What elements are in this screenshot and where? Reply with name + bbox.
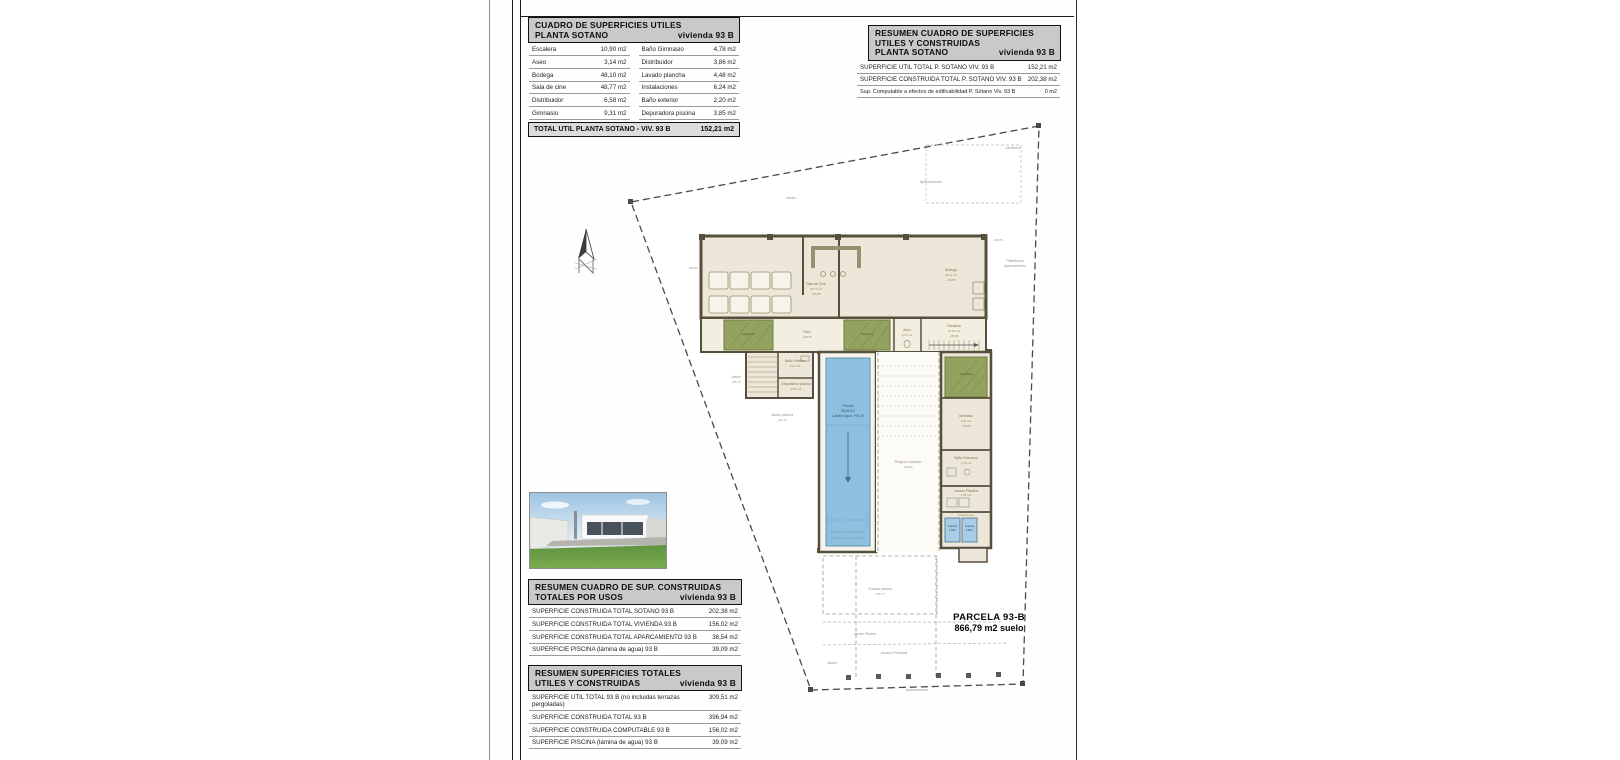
site-level-jardin-left: +95,75 — [731, 380, 741, 384]
table-unit-ref: vivienda 93 B — [679, 591, 736, 602]
table-subtitle: TOTALES POR USOS — [535, 591, 624, 602]
row-label: Instalaciones — [641, 84, 678, 92]
row-value: 4,48 m2 — [713, 71, 736, 79]
site-label-plataforma-2: Aparcamiento — [1003, 264, 1027, 268]
tank2-size: 2.000 l — [966, 530, 973, 532]
row-value: 2,20 m2 — [713, 97, 736, 105]
table-totales-header — [528, 665, 742, 691]
table-row — [529, 56, 630, 69]
row-value: 3,85 m2 — [713, 109, 736, 117]
villa-photo-render — [530, 493, 666, 568]
tank2-label: Depósito — [964, 526, 975, 528]
room-label-pergola: Pérgola corredor — [894, 460, 922, 464]
row-label: SUPERFICIE PISCINA (lámina de agua) 93 B — [532, 646, 658, 654]
row-label: Baño exterior — [641, 97, 679, 105]
row-label: Escalera — [532, 45, 557, 53]
room-label-escalera: Escalera — [947, 324, 961, 328]
room-area-aseo: 3,14 m2 — [901, 333, 913, 337]
room-label-bano-gimnasio: Baño Gimnasio — [954, 456, 978, 460]
room-label-jardinera-left: Jardinera — [741, 332, 755, 336]
site-label-plataforma-1: Plataforma — [1006, 259, 1024, 263]
table-totales — [528, 665, 742, 749]
site-label-jardin-bottom: Jardín — [827, 661, 837, 665]
room-level-bodega: +95,85 — [946, 278, 956, 282]
table-row — [639, 107, 740, 120]
table-title: RESUMEN CUADRO DE SUPERFICIES — [875, 28, 1034, 38]
row-label: Sala de cine — [532, 84, 567, 92]
room-label-depuradora: Depuradora piscina — [781, 382, 811, 386]
table-resumen-sotano — [856, 25, 1061, 98]
table-subtitle: UTILES Y CONSTRUIDAS — [535, 677, 641, 688]
room-label-aseo: Aseo — [903, 328, 911, 332]
table-unit-ref: vivienda 93 B — [679, 677, 736, 688]
row-value: 48,77 m2 — [600, 84, 627, 92]
site-label-jardinera-top: Jardinera — [1005, 146, 1021, 150]
site-label-acceso: Acceso Principal — [880, 651, 908, 655]
table-row — [639, 69, 740, 82]
row-value: 156,02 m2 — [708, 726, 738, 734]
table-superficies-utiles — [528, 17, 740, 137]
site-label-terraza-piscina: Terraza piscina — [867, 587, 893, 591]
row-value: 152,21 m2 — [1027, 63, 1057, 71]
row-label: SUPERFICIE CONSTRUIDA COMPUTABLE 93 B — [532, 726, 670, 734]
table-row — [639, 94, 740, 107]
table-row — [639, 56, 740, 69]
room-area-escalera: 10,90 m2 — [947, 329, 961, 333]
table-superficies-utiles-header — [528, 17, 740, 43]
row-value: 396,94 m2 — [708, 713, 738, 721]
table-unit-ref: vivienda 93 B — [998, 47, 1055, 58]
table-row — [857, 86, 1060, 98]
table-title: RESUMEN CUADRO DE SUP. CONSTRUIDAS — [535, 582, 722, 592]
site-level-1: +95,85 — [688, 266, 698, 270]
parcel-title: PARCELA 93-B — [953, 612, 1025, 623]
parcel-label — [930, 612, 1048, 634]
room-label-patio: Patio — [803, 330, 811, 334]
table-subtitle: PLANTA SOTANO — [535, 29, 609, 40]
row-label: SUPERFICIE UTIL TOTAL 93 B (no incluidas terrazas pergoladas) — [532, 693, 680, 708]
room-area-bano-gimnasio: 4,78 m2 — [960, 461, 972, 465]
tank1-label: Depósito — [947, 526, 958, 528]
site-label-jardin-piscina-2: Jardín Piscina — [853, 632, 877, 636]
room-label-bodega: Bodega — [945, 268, 957, 272]
room-label-instalaciones: Instalaciones — [957, 513, 975, 517]
row-value: 0 m2 — [1044, 89, 1057, 96]
table-row — [529, 43, 630, 56]
room-area-depuradora: 3,85 m2 — [790, 387, 802, 391]
room-level-escalera: +95,85 — [949, 334, 959, 338]
room-level-pergola: +95,85 — [903, 465, 913, 469]
row-value: 9,31 m2 — [604, 109, 627, 117]
table-construidas-usos-header — [528, 579, 742, 605]
room-area-lavado: 4,48 m2 — [960, 493, 972, 497]
table-row — [529, 724, 741, 737]
room-level-gimnasio: +95,85 — [961, 424, 971, 428]
row-label: SUPERFICIE UTIL TOTAL P. SOTANO VIV. 93 B — [860, 63, 995, 71]
tank1-size: 1.000 l — [949, 530, 956, 532]
row-label: Depuradora piscina — [641, 109, 696, 117]
room-label-jardinera-mid: Jardinera — [860, 332, 874, 336]
row-value: 6,58 m2 — [604, 97, 627, 105]
row-label: SUPERFICIE PISCINA (lámina de agua) 93 B — [532, 739, 658, 747]
room-level-piscina: Lámina Agua: +96,75 — [832, 414, 864, 418]
parcel-area: 866,79 m2 suelo — [954, 623, 1024, 633]
row-value: 202,38 m2 — [1027, 76, 1057, 84]
utiles-right-column — [639, 43, 740, 120]
room-area-bano-exterior: 2,20 m2 — [789, 364, 801, 368]
room-label-jardinera-right: Jardinera — [959, 372, 973, 376]
table-row — [529, 69, 630, 82]
row-value: 39,09 m2 — [712, 739, 738, 747]
row-label: SUPERFICIE CONSTRUIDA TOTAL VIVIENDA 93 B — [532, 620, 677, 628]
row-label: Distribuidor — [641, 58, 673, 66]
pergola-corridor — [876, 352, 941, 552]
room-level-patio: +95,75 — [802, 335, 812, 339]
row-label: Lavado plancha — [641, 71, 686, 79]
row-label: Aseo — [532, 58, 547, 66]
table-row — [639, 82, 740, 95]
site-label-aparcamiento-bottom: Aparcamiento — [905, 688, 929, 692]
room-label-sala-cine: Sala de Cine — [806, 282, 826, 286]
table-row — [529, 618, 741, 631]
villa-photo — [529, 492, 667, 569]
table-subtitle: PLANTA SOTANO — [875, 47, 949, 58]
table-row — [529, 691, 741, 711]
row-label: SUPERFICIE CONSTRUIDA TOTAL P. SOTANO VIV. 93 B — [860, 76, 1022, 84]
table-title: CUADRO DE SUPERFICIES UTILES — [535, 20, 682, 30]
table-row — [529, 94, 630, 107]
north-arrow-icon — [575, 229, 597, 273]
row-label: SUPERFICIE CONSTRUIDA TOTAL APARCAMIENTO 93 B — [532, 633, 697, 641]
room-area-bodega: 48,10 m2 — [944, 273, 958, 277]
row-label: Bodega — [532, 71, 554, 79]
row-value: 202,38 m2 — [708, 607, 738, 615]
table-resumen-sotano-header — [868, 25, 1061, 61]
table-unit-ref: vivienda 93 B — [677, 29, 734, 40]
table-row — [529, 737, 741, 750]
room-area-sala-cine: 48,77 m2 — [809, 287, 823, 291]
room-label-piscina: Piscina — [842, 404, 854, 408]
site-level-jardin-piscina: +95,75 — [777, 418, 787, 422]
row-label: Gimnasio — [532, 109, 559, 117]
row-value: 39,09 m2 — [712, 646, 738, 654]
table-row — [857, 61, 1060, 74]
room-area-piscina: 39,09 m2 — [841, 409, 855, 413]
room-label-bano-exterior: Baño Exterior — [784, 359, 806, 363]
row-label: SUPERFICIE CONSTRUIDA TOTAL 93 B — [532, 713, 647, 721]
row-value: 48,10 m2 — [600, 71, 627, 79]
row-value: 38,54 m2 — [712, 633, 738, 641]
table-row — [529, 82, 630, 95]
room-area-gimnasio: 9,31 m2 — [960, 419, 972, 423]
jardinera-right — [945, 357, 987, 397]
table-row — [529, 711, 741, 724]
total-value: 152,21 m2 — [700, 126, 734, 134]
table-row — [857, 74, 1060, 87]
table-title-2: UTILES Y CONSTRUIDAS — [875, 37, 981, 48]
pool — [819, 352, 876, 552]
row-label: SUPERFICIE CONSTRUIDA TOTAL SOTANO 93 B — [532, 607, 674, 615]
row-value: 309,51 m2 — [708, 693, 738, 701]
site-label-jardin-piscina: Jardín piscina — [770, 413, 794, 417]
site-label-jardin-left: Jardín — [731, 375, 741, 379]
site-label-jardin-top: Jardín — [786, 196, 796, 200]
row-label: Sup. Computable a efectos de edificabilidad P. Sótano Viv. 93 B — [860, 89, 1016, 96]
row-label: Baño Gimnasio — [641, 45, 684, 53]
row-value: 10,90 m2 — [600, 45, 627, 53]
row-label: Distribuidor — [532, 97, 564, 105]
table-row — [529, 107, 630, 120]
row-value: 3,14 m2 — [604, 58, 627, 66]
room-level-sala-cine: +95,85 — [811, 292, 821, 296]
table-title: RESUMEN SUPERFICIES TOTALES — [535, 668, 682, 678]
site-level-2: +95,85 — [993, 238, 1003, 242]
plan-sheet — [489, 0, 1077, 760]
table-row — [639, 43, 740, 56]
utiles-left-column — [529, 43, 630, 120]
row-value: 156,02 m2 — [708, 620, 738, 628]
total-label: TOTAL UTIL PLANTA SOTANO - VIV. 93 B — [534, 126, 671, 134]
row-value: 6,24 m2 — [713, 84, 736, 92]
room-label-lavado: Lavado Plancha — [953, 489, 979, 493]
row-value: 3,86 m2 — [713, 58, 736, 66]
row-value: 4,78 m2 — [713, 45, 736, 53]
total-util-bar — [528, 122, 740, 137]
table-row — [529, 644, 741, 657]
room-label-gimnasio: Gimnasio — [958, 414, 974, 418]
site-level-terraza-piscina: +95,75 — [875, 592, 885, 596]
table-row — [529, 605, 741, 618]
table-row — [529, 631, 741, 644]
site-label-aparcamiento-top: Aparcamiento — [919, 180, 943, 184]
table-construidas-usos — [528, 579, 742, 656]
